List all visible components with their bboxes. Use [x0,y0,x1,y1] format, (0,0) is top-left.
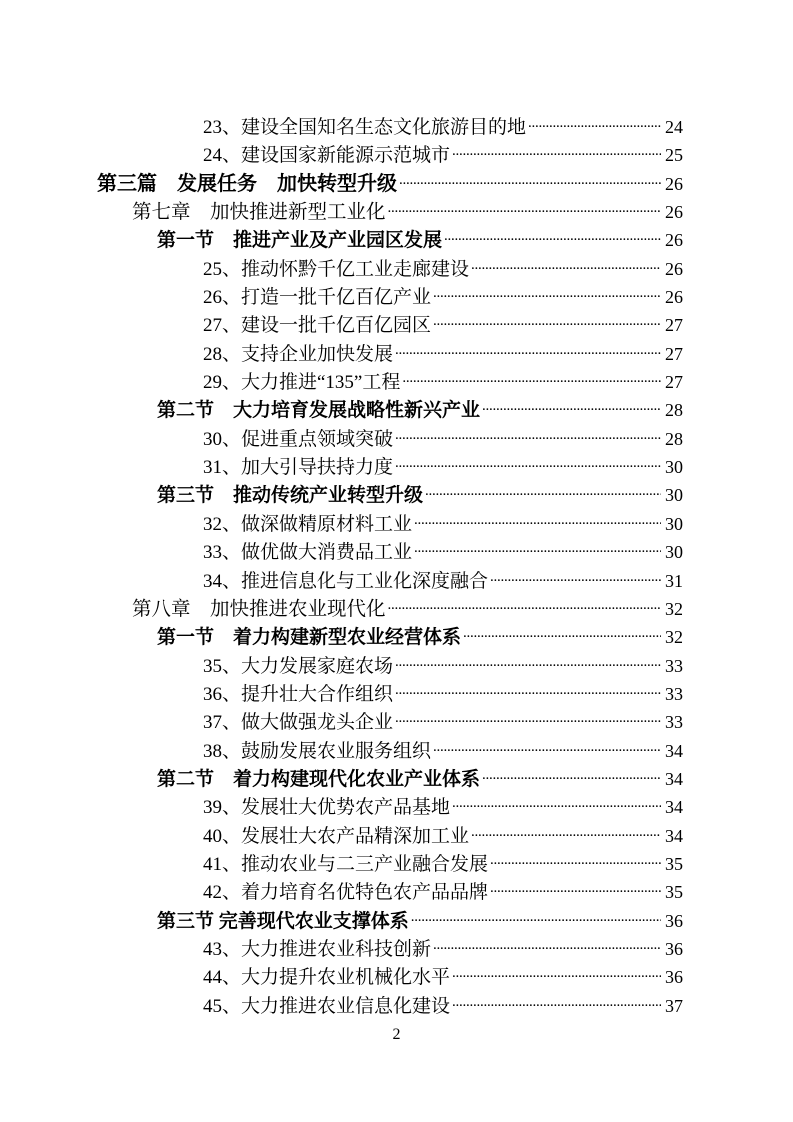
toc-entry-label: 第三节 完善现代农业支撑体系 [157,910,409,932]
toc-entry[interactable] [97,311,683,339]
toc-entry-label: 32、做深做精原材料工业 [203,513,413,535]
toc-entry-page-number: 27 [665,343,683,364]
toc-entry-page-number: 34 [665,740,683,761]
toc-entry[interactable] [97,708,683,736]
dot-leader [423,481,661,509]
toc-entry-page-number: 36 [665,910,683,931]
toc-entry-page-number: 30 [665,542,683,563]
toc-entry[interactable] [97,793,683,821]
toc-entry-label: 39、发展壮大优势农产品基地 [203,797,451,819]
dot-leader [409,907,661,935]
dot-leader [488,567,661,595]
toc-entry-page-number: 26 [665,258,683,279]
dot-leader [480,396,661,424]
toc-entry-label: 42、着力培育名优特色农产品品牌 [203,882,489,904]
toc-entry[interactable] [97,368,683,396]
toc-entry[interactable] [97,113,683,141]
toc-entry-page-number: 33 [665,712,683,733]
dot-leader [386,198,661,226]
toc-entry-page-number: 26 [665,287,683,308]
toc-entry-page-number: 32 [665,627,683,648]
dot-leader [393,708,661,736]
toc-entry-page-number: 30 [665,485,683,506]
toc-entry-label: 25、推动怀黔千亿工业走廊建设 [203,258,470,280]
toc-entry[interactable] [97,425,683,453]
toc-entry-label: 第一节 推进产业及产业园区发展 [157,230,443,252]
toc-entry[interactable] [97,510,683,538]
toc-entry-page-number: 33 [665,683,683,704]
dot-leader [431,283,661,311]
page-footer [0,1026,793,1044]
toc-entry[interactable] [97,680,683,708]
toc-entry-label: 29、大力推进“135”工程 [203,372,401,394]
toc-entry-label: 24、建设国家新能源示范城市 [203,145,451,167]
footer-page-number: 2 [392,1026,401,1043]
toc-entry-page-number: 33 [665,655,683,676]
toc-entry-label: 第七章 加快推进新型工业化 [132,201,386,224]
toc-entry-label: 第三篇 发展任务 加快转型升级 [97,172,397,195]
toc-entry-page-number: 34 [665,797,683,818]
dot-leader [469,822,661,850]
dot-leader [450,992,661,1020]
dot-leader [400,368,661,396]
toc-entry-label: 34、推进信息化与工业化深度融合 [203,570,489,592]
toc-entry-page-number: 30 [665,513,683,534]
dot-leader [393,425,661,453]
dot-leader [397,170,661,198]
toc-entry-label: 37、做大做强龙头企业 [203,712,394,734]
toc-entry-label: 40、发展壮大农产品精深加工业 [203,825,470,847]
toc-entry-label: 36、提升壮大合作组织 [203,683,394,705]
dot-leader [450,141,661,169]
toc-entry[interactable] [97,907,683,935]
toc-entry-label: 43、大力推进农业科技创新 [203,938,432,960]
toc-entry[interactable] [97,765,683,793]
toc-entry-page-number: 28 [665,428,683,449]
toc-entry[interactable] [97,878,683,906]
toc-entry[interactable] [97,850,683,878]
toc-entry-page-number: 35 [665,853,683,874]
toc-entry[interactable] [97,737,683,765]
toc-entry[interactable] [97,567,683,595]
toc-entry-page-number: 28 [665,400,683,421]
dot-leader [393,680,661,708]
toc-entry[interactable] [97,623,683,651]
toc-entry-label: 44、大力提升农业机械化水平 [203,967,451,989]
toc-entry-page-number: 30 [665,457,683,478]
toc-entry-label: 第二节 大力培育发展战略性新兴产业 [157,400,481,422]
toc-entry-label: 35、大力发展家庭农场 [203,655,394,677]
toc-entry-label: 30、促进重点领域突破 [203,428,394,450]
toc-entry-label: 27、建设一批千亿百亿园区 [203,315,432,337]
toc-entry[interactable] [97,992,683,1020]
toc-entry-label: 26、打造一批千亿百亿产业 [203,287,432,309]
toc-entry[interactable] [97,396,683,424]
toc-entry-label: 23、建设全国知名生态文化旅游目的地 [203,117,527,138]
dot-leader [526,113,661,141]
dot-leader [488,850,661,878]
dot-leader [461,623,661,651]
toc-entry-page-number: 35 [665,882,683,903]
toc-entry-page-number: 27 [665,315,683,336]
dot-leader [393,340,661,368]
toc-entry[interactable] [97,283,683,311]
toc-entry-page-number: 26 [665,173,683,194]
toc-entry[interactable] [97,538,683,566]
dot-leader [450,963,661,991]
dot-leader [393,652,661,680]
toc-entry[interactable] [97,226,683,254]
toc-entry-page-number: 31 [665,570,683,591]
dot-leader [431,737,661,765]
toc-entry-page-number: 27 [665,372,683,393]
dot-leader [469,255,661,283]
toc-entry-label: 第二节 着力构建现代化农业产业体系 [157,768,481,790]
toc-entry-label: 第八章 加快推进农业现代化 [132,597,386,620]
toc-entry[interactable] [97,141,683,169]
toc-entry[interactable] [97,170,683,198]
toc-entry-page-number: 32 [665,598,683,619]
toc-entry-label: 41、推动农业与二三产业融合发展 [203,853,489,875]
toc-entry[interactable] [97,198,683,226]
toc-entry[interactable] [97,255,683,283]
toc-entry-label: 45、大力推进农业信息化建设 [203,995,451,1017]
toc-entry-page-number: 36 [665,967,683,988]
toc-entry[interactable] [97,652,683,680]
toc-entry[interactable] [97,453,683,481]
toc-entry-page-number: 34 [665,825,683,846]
dot-leader [480,765,661,793]
dot-leader [412,510,661,538]
toc-entry[interactable] [97,481,683,509]
toc-entry-label: 第三节 推动传统产业转型升级 [157,485,424,507]
toc-entry-label: 31、加大引导扶持力度 [203,457,394,479]
toc-entry[interactable] [97,595,683,623]
dot-leader [442,226,661,254]
toc-entry-page-number: 36 [665,938,683,959]
dot-leader [488,878,661,906]
toc-entry-label: 38、鼓励发展农业服务组织 [203,740,432,762]
toc-entry-page-number: 24 [665,117,683,137]
toc-entry[interactable] [97,935,683,963]
dot-leader [412,538,661,566]
toc-entry-page-number: 26 [665,202,683,223]
dot-leader [393,453,661,481]
toc-entry-page-number: 26 [665,230,683,251]
dot-leader [431,935,661,963]
toc-entry[interactable] [97,822,683,850]
toc-entry-label: 33、做优做大消费品工业 [203,542,413,564]
dot-leader [450,793,661,821]
toc-entry-label: 28、支持企业加快发展 [203,343,394,365]
toc-entry[interactable] [97,340,683,368]
toc-entry-page-number: 25 [665,145,683,166]
toc-entry-label: 第一节 着力构建新型农业经营体系 [157,627,462,649]
table-of-contents [97,113,683,1020]
toc-entry-page-number: 34 [665,768,683,789]
dot-leader [431,311,661,339]
dot-leader [386,595,661,623]
toc-entry[interactable] [97,963,683,991]
toc-entry-page-number: 37 [665,995,683,1016]
